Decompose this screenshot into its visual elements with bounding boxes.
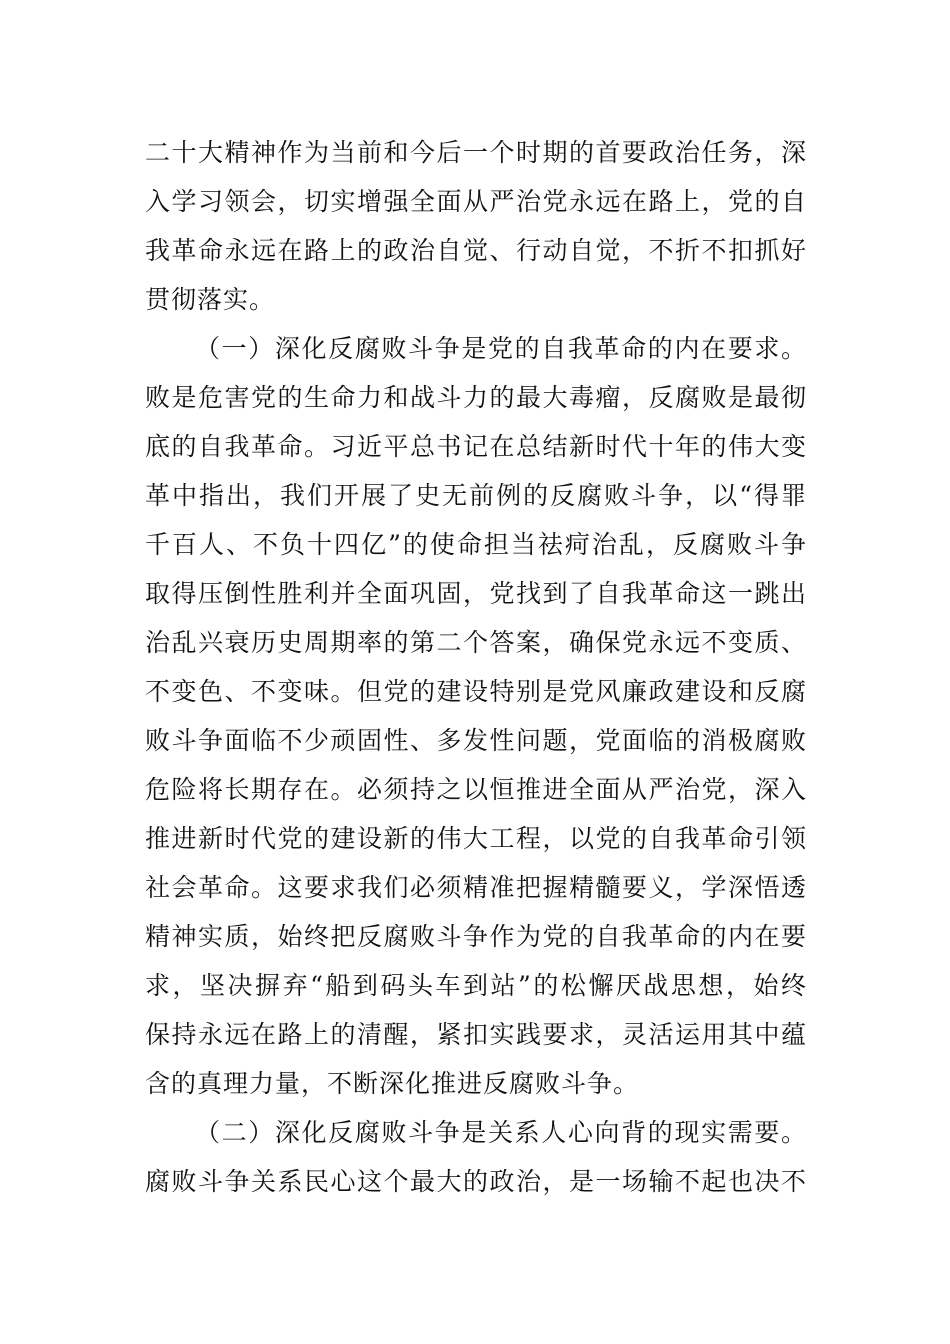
text-line: 含的真理力量，不断深化推进反腐败斗争。 <box>145 1069 640 1098</box>
text-line: 保持永远在路上的清醒，紧扣实践要求，灵活运用其中蕴 <box>145 1020 807 1049</box>
text-line: 求，坚决摒弃“船到码头车到站”的松懈厌战思想，始终 <box>145 971 807 1000</box>
text-line: 腐败斗争关系民心这个最大的政治，是一场输不起也决不 <box>145 1167 807 1196</box>
text-line: 千百人、不负十四亿”的使命担当祛疴治乱，反腐败斗争 <box>145 530 807 559</box>
text-line: 精神实质，始终把反腐败斗争作为党的自我革命的内在要 <box>145 922 807 951</box>
paragraph-first-line: （一）深化反腐败斗争是党的自我革命的内在要求。 <box>195 334 807 363</box>
text-line: 革中指出，我们开展了史无前例的反腐败斗争，以“得罪 <box>145 481 807 510</box>
text-line: 危险将长期存在。必须持之以恒推进全面从严治党，深入 <box>145 775 807 804</box>
text-line: 败是危害党的生命力和战斗力的最大毒瘤，反腐败是最彻 <box>145 383 807 412</box>
text-line: 治乱兴衰历史周期率的第二个答案，确保党永远不变质、 <box>145 628 807 657</box>
text-line: 取得压倒性胜利并全面巩固，党找到了自我革命这一跳出 <box>145 579 807 608</box>
text-line: 不变色、不变味。但党的建设特别是党风廉政建设和反腐 <box>145 677 807 706</box>
paragraph-first-line: （二）深化反腐败斗争是关系人心向背的现实需要。 <box>195 1118 807 1147</box>
text-line: 入学习领会，切实增强全面从严治党永远在路上，党的自 <box>145 187 807 216</box>
text-line: 推进新时代党的建设新的伟大工程，以党的自我革命引领 <box>145 824 807 853</box>
text-line: 贯彻落实。 <box>145 285 276 314</box>
text-line: 二十大精神作为当前和今后一个时期的首要政治任务，深 <box>145 138 807 167</box>
text-line: 底的自我革命。习近平总书记在总结新时代十年的伟大变 <box>145 432 807 461</box>
text-line: 我革命永远在路上的政治自觉、行动自觉，不折不扣抓好 <box>145 236 807 265</box>
body-text <box>145 128 807 1206</box>
text-line: 败斗争面临不少顽固性、多发性问题，党面临的消极腐败 <box>145 726 807 755</box>
text-line: 社会革命。这要求我们必须精准把握精髓要义，学深悟透 <box>145 873 807 902</box>
